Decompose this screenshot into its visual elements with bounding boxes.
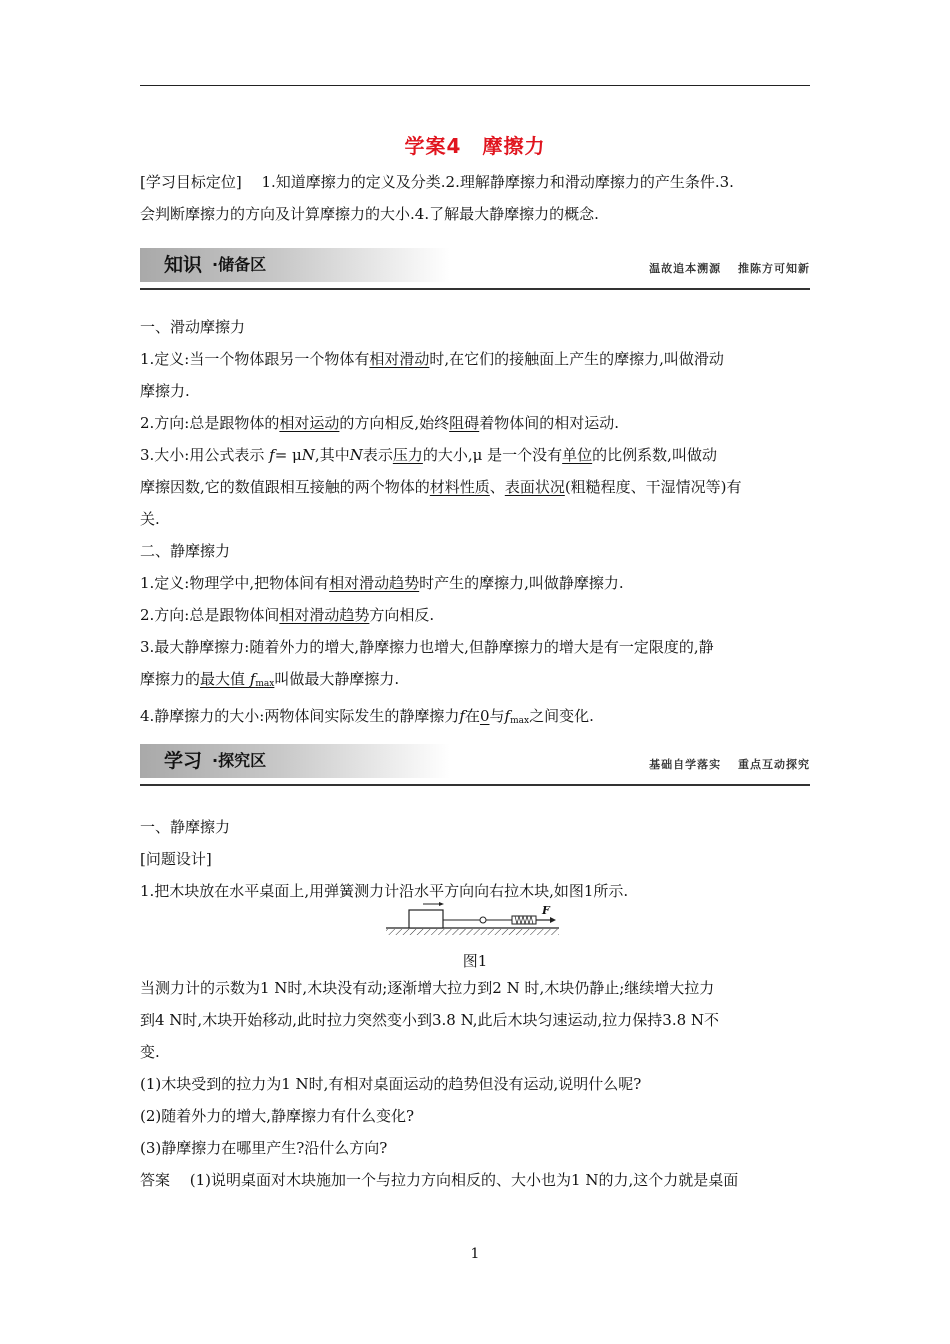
section-title-main: 知识 [164, 254, 203, 276]
knowledge-content [140, 311, 810, 737]
figure-caption: 图1 [462, 952, 488, 970]
section-title-sub: ·探究区 [212, 751, 267, 770]
blank-answer: 阻碍 [449, 414, 480, 432]
section-rule [140, 784, 810, 786]
blank-answer: 相对滑动趋势 [329, 574, 420, 592]
page-title: 学案4 摩擦力 [404, 134, 546, 158]
question-1: 1.把木块放在水平桌面上,用弹簧测力计沿水平方向向右拉木块,如图1所示. [140, 882, 629, 900]
page-number: 1 [470, 1246, 480, 1262]
explore-content [140, 811, 810, 907]
objectives-line-2: 会判断摩擦力的方向及计算摩擦力的大小.4.了解最大静摩擦力的概念. [140, 205, 599, 223]
motion-arrow [439, 902, 444, 906]
blank-answer: 相对运动 [279, 414, 340, 432]
blank-answer: 材料性质 [429, 478, 490, 496]
section-tagline: 基础自学落实 重点互动探究 [649, 758, 810, 771]
section-header-explore [140, 740, 810, 786]
static-direction: 2.方向:总是跟物体间相对滑动趋势方向相反. [140, 606, 435, 624]
sliding-definition: 1.定义:当一个物体跟另一个物体有相对滑动时,在它们的接触面上产生的摩擦力,叫做滑动 [140, 350, 724, 368]
sliding-magnitude-cont: 摩擦因数,它的数值跟相互接触的两个物体的材料性质、表面状况(粗糙程度、干湿情况等)有 [140, 478, 742, 496]
blank-answer: 0 [479, 707, 490, 725]
sliding-heading: 一、滑动摩擦力 [140, 318, 246, 336]
static-magnitude: 4.静摩擦力的大小:两物体间实际发生的静摩擦力f在0与$f_{max}$之间变化. [140, 707, 594, 726]
static-heading: 二、静摩擦力 [140, 542, 231, 560]
section-title-sub: ·储备区 [212, 255, 267, 274]
answer-line: 答案 (1)说明桌面对木块施加一个与拉力方向相反的、大小也为1 N的力,这个力就是桌面 [140, 1171, 739, 1189]
force-arrow [550, 917, 556, 923]
static-definition: 1.定义:物理学中,把物体间有相对滑动趋势时产生的摩擦力,叫做静摩擦力. [140, 574, 624, 592]
blank-answer: 压力 [392, 446, 423, 464]
header-rule [140, 85, 810, 86]
table-hatch [386, 929, 559, 935]
section-title-main: 学习 [164, 750, 203, 772]
blank-answer: 相对滑动 [369, 350, 430, 368]
sliding-magnitude: 3.大小:用公式表示 f= μN,其中N表示压力的大小,μ 是一个没有单位的比例系数,叫做动 [140, 446, 717, 464]
wooden-block [409, 910, 443, 928]
force-label: F [542, 904, 550, 917]
blank-answer: 相对滑动趋势 [279, 606, 370, 624]
blank-answer: 单位 [562, 446, 593, 464]
explore-heading: 一、静摩擦力 [140, 818, 231, 836]
static-max: 3.最大静摩擦力:随着外力的增大,静摩擦力也增大,但静摩擦力的增大是有一定限度的,静 [140, 638, 714, 656]
section-header-knowledge [140, 244, 810, 290]
sub-question-1: (1)木块受到的拉力为1 N时,有相对桌面运动的趋势但没有运动,说明什么呢? [140, 1075, 642, 1093]
objectives-line-1: [学习目标定位] 1.知道摩擦力的定义及分类.2.理解静摩擦力和滑动摩擦力的产生条件.3. [140, 173, 734, 191]
section-rule [140, 288, 810, 290]
sub-question-2: (2)随着外力的增大,静摩擦力有什么变化? [140, 1107, 415, 1125]
blank-answer: 表面状况 [504, 478, 565, 496]
explore-content-cont [140, 972, 810, 1196]
static-max-cont: 摩擦力的最大值 $f_{max}$叫做最大静摩擦力. [140, 670, 400, 689]
blank-answer: 最大值 $f_{max}$ [200, 670, 275, 689]
problem-design-label: [问题设计] [140, 850, 212, 868]
sliding-definition-cont: 摩擦力. [140, 382, 190, 400]
paragraph-line: 变. [140, 1043, 160, 1061]
learning-objectives [140, 166, 810, 230]
paragraph-line: 当测力计的示数为1 N时,木块没有动;逐渐增大拉力到2 N 时,木块仍静止;继续增大拉力 [140, 979, 715, 997]
paragraph-line: 到4 N时,木块开始移动,此时拉力突然变小到3.8 N,此后木块匀速运动,拉力保持3.8 N不 [140, 1011, 720, 1029]
sliding-direction: 2.方向:总是跟物体的相对运动的方向相反,始终阻碍着物体间的相对运动. [140, 414, 619, 432]
sub-question-3: (3)静摩擦力在哪里产生?沿什么方向? [140, 1139, 388, 1157]
figure-block-spring-scale [384, 897, 564, 937]
sliding-magnitude-end: 关. [140, 510, 160, 528]
section-tagline: 温故追本溯源 推陈方可知新 [649, 262, 810, 275]
